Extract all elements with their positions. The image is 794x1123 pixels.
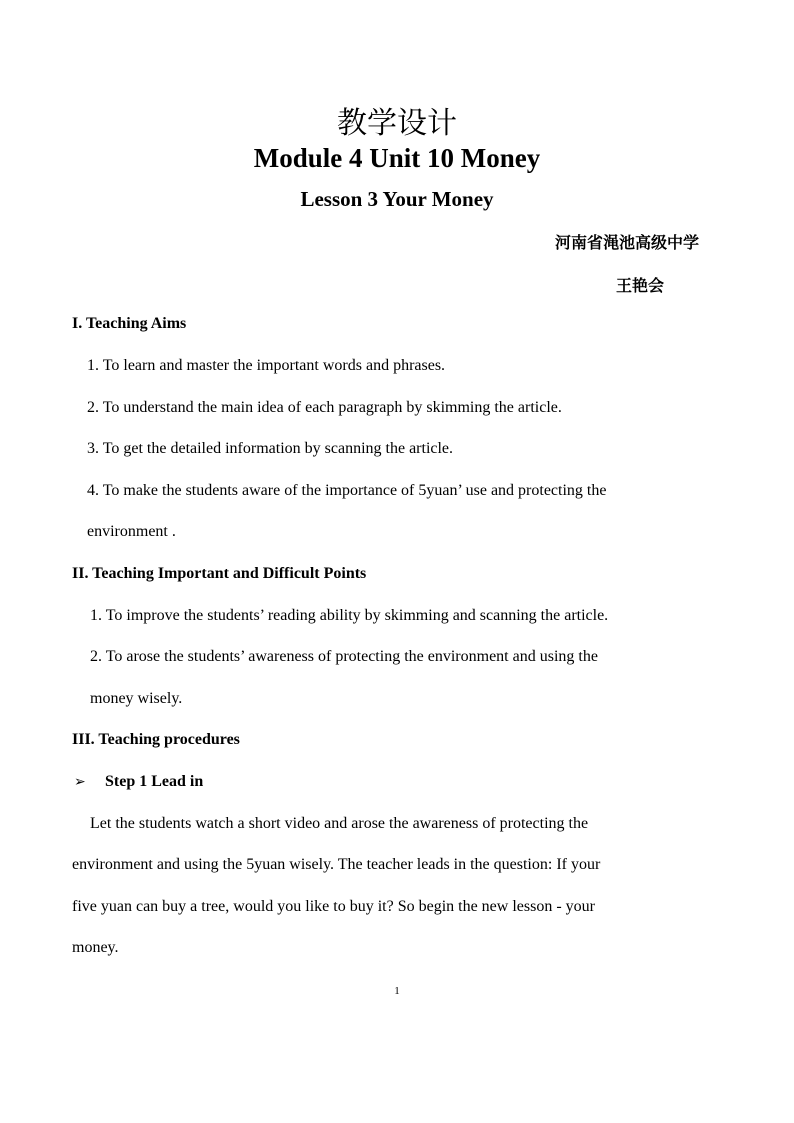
paragraph-line: environment and using the 5yuan wisely. The teacher leads in the question: If your — [72, 856, 601, 873]
paragraph-line: Let the students watch a short video and arose the awareness of protecting the — [90, 815, 589, 832]
arrow-bullet-icon: ➢ — [74, 775, 86, 790]
page-number: 1 — [394, 985, 400, 997]
paragraph-line: money. — [72, 939, 119, 956]
school-name: 河南省渑池高级中学 — [555, 233, 700, 252]
point-item: 1. To improve the students’ reading ability by skimming and scanning the article. — [90, 607, 609, 624]
point-item: 2. To arose the students’ awareness of protecting the environment and using the — [90, 648, 598, 665]
point-item-continuation: money wisely. — [90, 690, 183, 707]
aim-item: 2. To understand the main idea of each paragraph by skimming the article. — [87, 399, 562, 416]
aim-item: 4. To make the students aware of the importance of 5yuan’ use and protecting the — [87, 482, 607, 499]
section-heading-teaching-aims: I. Teaching Aims — [72, 315, 187, 332]
aim-item: 1. To learn and master the important words and phrases. — [87, 357, 446, 374]
section-heading-teaching-procedures: III. Teaching procedures — [72, 731, 240, 748]
aim-item: 3. To get the detailed information by scanning the article. — [87, 440, 454, 457]
step-heading: Step 1 Lead in — [105, 773, 204, 790]
author-name: 王艳会 — [616, 276, 665, 295]
paragraph-line: five yuan can buy a tree, would you like to buy it? So begin the new lesson - your — [72, 898, 595, 915]
section-heading-important-points: II. Teaching Important and Difficult Points — [72, 565, 367, 582]
module-title: Module 4 Unit 10 Money — [253, 143, 541, 173]
aim-item-continuation: environment . — [87, 523, 176, 540]
document-title-chinese: 教学设计 — [337, 106, 457, 141]
lesson-title: Lesson 3 Your Money — [300, 187, 494, 211]
